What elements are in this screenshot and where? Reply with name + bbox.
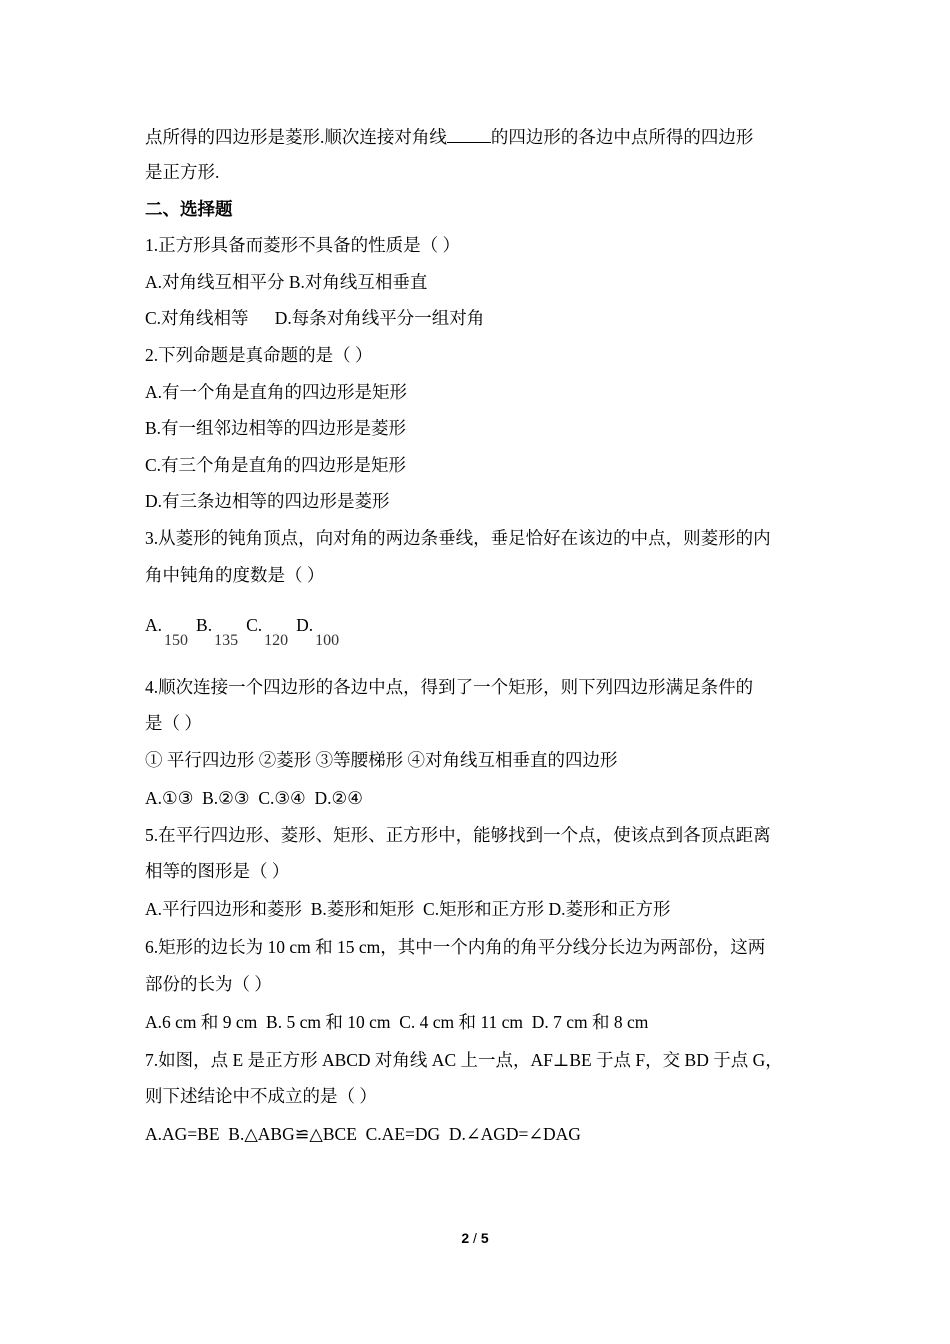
question-3-line-2: 角中钝角的度数是（ ） [145, 565, 325, 585]
question-5-line-2: 相等的图形是（ ） [145, 861, 290, 881]
question-2-option-a: A.有一个角是直角的四边形是矩形 [145, 382, 408, 402]
q3-option-a: A.150 [145, 615, 189, 649]
page-separator: / [469, 1230, 481, 1246]
question-2-option-b: B.有一组邻边相等的四边形是菱形 [145, 418, 407, 438]
intro-text-a: 点所得的四边形是菱形.顺次连接对角线 [145, 127, 447, 147]
question-6-line-1: 6.矩形的边长为 10 cm 和 15 cm，其中一个内角的角平分线分长边为两部份，这两 [145, 937, 766, 957]
question-2-option-d: D.有三条边相等的四边形是菱形 [145, 491, 390, 511]
page-current: 2 [461, 1230, 470, 1246]
question-4-line-1: 4.顺次连接一个四边形的各边中点，得到了一个矩形，则下列四边形满足条件的 [145, 677, 754, 697]
question-3-line-1: 3.从菱形的钝角顶点，向对角的两边条垂线，垂足恰好在该边的中点，则菱形的内 [145, 528, 771, 548]
page-total: 5 [480, 1230, 489, 1246]
section-title: 二、选择题 [145, 199, 233, 219]
intro-text-b: 的四边形的各边中点所得的四边形 [490, 127, 754, 147]
question-1-options-cd: C.对角线相等 D.每条对角线平分一组对角 [145, 308, 485, 328]
question-7-line-1: 7.如图，点 E 是正方形 ABCD 对角线 AC 上一点，AF⊥BE 于点 F，交 BD 于点 G， [145, 1050, 783, 1070]
question-7-line-2: 则下述结论中不成立的是（ ） [145, 1086, 377, 1106]
question-4-line-2: 是（ ） [145, 713, 202, 733]
question-4-items: ① 平行四边形 ②菱形 ③等腰梯形 ④对角线互相垂直的四边形 [145, 750, 618, 770]
intro-line-1 [145, 124, 815, 149]
question-3-options [145, 613, 815, 649]
question-6-line-2: 部份的长为（ ） [145, 974, 272, 994]
question-7-options: A.AG=BE B.△ABG≌△BCE C.AE=DG D.∠AGD=∠DAG [145, 1124, 581, 1144]
page-number [0, 1230, 950, 1246]
question-5-line-1: 5.在平行四边形、菱形、矩形、正方形中，能够找到一个点，使该点到各顶点距离 [145, 825, 771, 845]
question-6-options: A.6 cm 和 9 cm B. 5 cm 和 10 cm C. 4 cm 和 11 cm D. 7 cm 和 8 cm [145, 1012, 649, 1032]
intro-line-2: 是正方形. [145, 162, 220, 182]
q3-option-d: D.100 [296, 615, 340, 649]
q3-option-c: C.120 [246, 615, 289, 649]
question-1: 1.正方形具备而菱形不具备的性质是（ ） [145, 235, 460, 255]
question-1-options-ab: A.对角线互相平分 B.对角线互相垂直 [145, 272, 428, 292]
question-2: 2.下列命题是真命题的是（ ） [145, 345, 373, 365]
question-4-options: A.①③ B.②③ C.③④ D.②④ [145, 788, 363, 808]
question-5-options: A.平行四边形和菱形 B.菱形和矩形 C.矩形和正方形 D.菱形和正方形 [145, 899, 671, 919]
question-2-option-c: C.有三个角是直角的四边形是矩形 [145, 455, 407, 475]
answer-blank [447, 124, 491, 143]
q3-option-b: B.135 [196, 615, 239, 649]
